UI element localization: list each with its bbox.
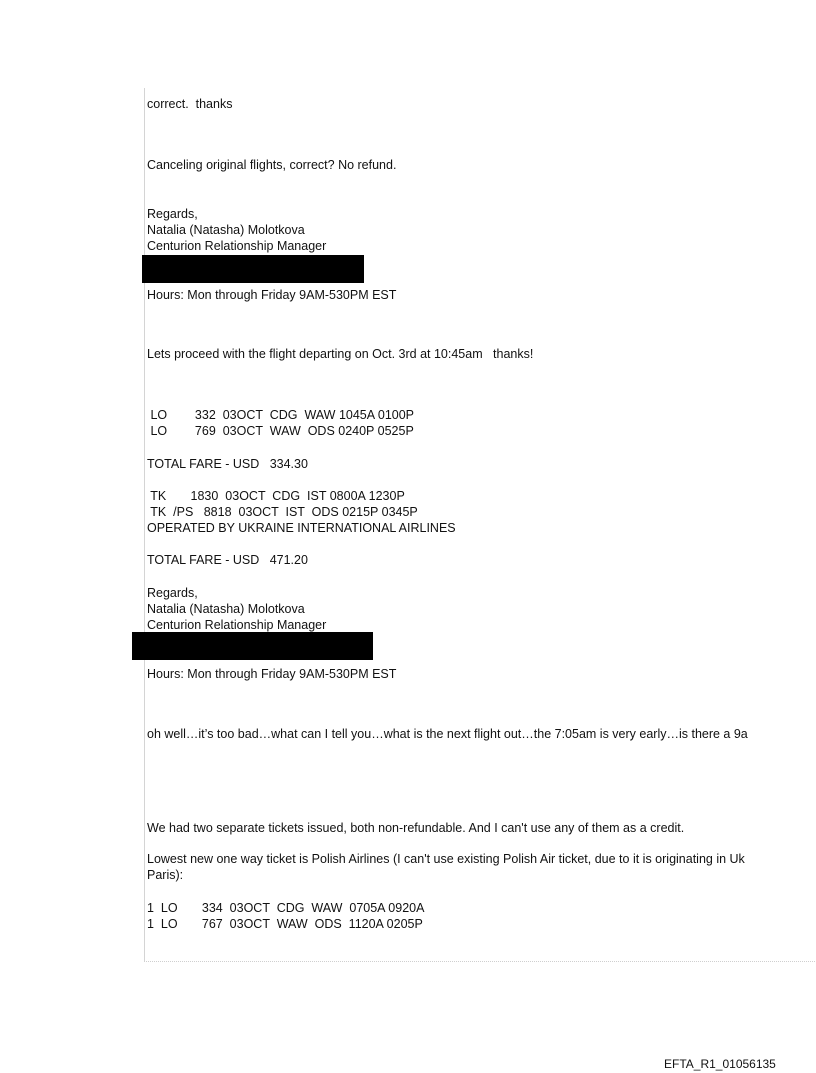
signature-regards: Regards, [147, 586, 198, 600]
operated-by-note: OPERATED BY UKRAINE INTERNATIONAL AIRLINES [147, 521, 456, 535]
signature-title: Centurion Relationship Manager [147, 239, 327, 253]
message-body: Canceling original flights, correct? No refund. [147, 158, 397, 172]
total-fare: TOTAL FARE - USD 334.30 [147, 457, 308, 471]
redaction-bar [142, 255, 364, 283]
flight-itinerary-line: TK /PS 8818 03OCT IST ODS 0215P 0345P [147, 505, 418, 519]
flight-itinerary-line: TK 1830 03OCT CDG IST 0800A 1230P [147, 489, 405, 503]
total-fare: TOTAL FARE - USD 471.20 [147, 553, 308, 567]
message-body: We had two separate tickets issued, both non-refundable. And I can't use any of them as a credit. [147, 821, 685, 835]
flight-itinerary-line: 1 LO 767 03OCT WAW ODS 1120A 0205P [147, 917, 423, 931]
message-body: Lets proceed with the flight departing on Oct. 3rd at 10:45am thanks! [147, 347, 534, 361]
flight-itinerary-line: 1 LO 334 03OCT CDG WAW 0705A 0920A [147, 901, 425, 915]
signature-title: Centurion Relationship Manager [147, 618, 327, 632]
message-body: oh well…it’s too bad…what can I tell you…what is the next flight out…the 7:05am is very early…is there a 9a [147, 727, 748, 741]
message-body: correct. thanks [147, 97, 233, 111]
signature-name: Natalia (Natasha) Molotkova [147, 223, 305, 237]
signature-regards: Regards, [147, 207, 198, 221]
message-body: Lowest new one way ticket is Polish Airlines (I can't use existing Polish Air ticket, due to it is originating in Uk [147, 852, 745, 866]
flight-itinerary-line: LO 332 03OCT CDG WAW 1045A 0100P [147, 408, 415, 422]
signature-name: Natalia (Natasha) Molotkova [147, 602, 305, 616]
signature-hours: Hours: Mon through Friday 9AM-530PM EST [147, 288, 397, 302]
document-id: EFTA_R1_01056135 [664, 1057, 776, 1071]
flight-itinerary-line: LO 769 03OCT WAW ODS 0240P 0525P [147, 424, 414, 438]
message-body: Paris): [147, 868, 184, 882]
signature-hours: Hours: Mon through Friday 9AM-530PM EST [147, 667, 397, 681]
redaction-bar [132, 632, 373, 660]
